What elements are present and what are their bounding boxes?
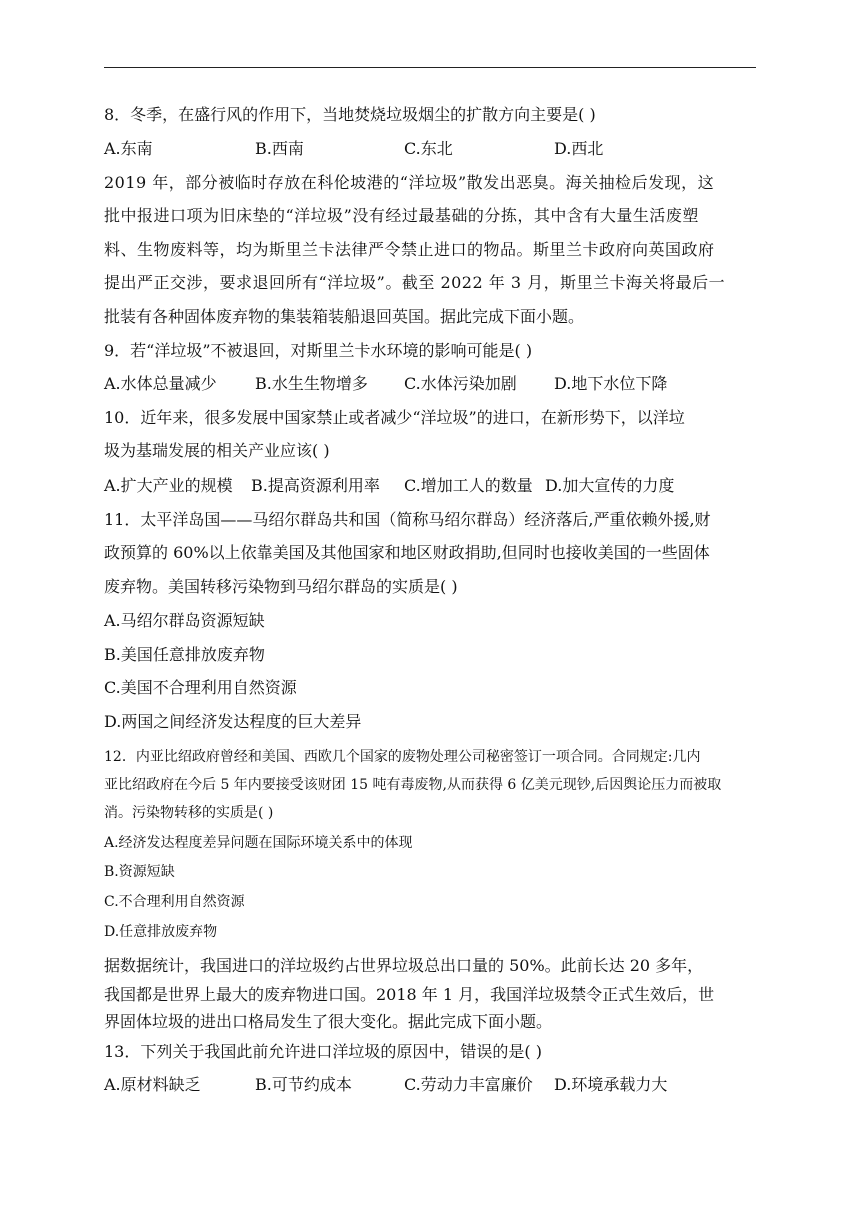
- q10-option-b: B.提高资源利用率: [251, 476, 380, 495]
- q10-option-a: A.扩大产业的规模: [104, 476, 233, 495]
- q11-option-d: D.两国之间经济发达程度的巨大差异: [104, 712, 362, 731]
- q9-option-c: C.水体污染加剧: [404, 374, 517, 393]
- q8-option-b: B.西南: [255, 139, 304, 158]
- q12-option-d: D.任意排放废弃物: [104, 924, 218, 940]
- q12-option-c: C.不合理利用自然资源: [104, 894, 245, 910]
- q11-stem-line-1: 11．太平洋岛国——马绍尔群岛共和国（简称马绍尔群岛）经济落后,严重依赖外援,财: [104, 510, 711, 529]
- q9-option-b: B.水生生物增多: [255, 374, 368, 393]
- header-rule: [104, 67, 756, 68]
- q8-option-d: D.西北: [554, 139, 604, 158]
- passage2-line-2: 我国都是世界上最大的废弃物进口国。2018 年 1 月，我国洋垃圾禁令正式生效后，世: [104, 985, 715, 1004]
- passage1-line-3: 料、生物废料等，均为斯里兰卡法律严令禁止进口的物品。斯里兰卡政府向英国政府: [104, 240, 715, 259]
- q12-option-a: A.经济发达程度差异问题在国际环境关系中的体现: [104, 835, 413, 851]
- passage1-line-2: 批中报进口项为旧床垫的“洋垃圾”没有经过最基础的分拣，其中含有大量生活废塑: [104, 206, 699, 225]
- q13-option-d: D.环境承载力大: [554, 1075, 668, 1094]
- passage2-line-3: 界固体垃圾的进出口格局发生了很大变化。据此完成下面小题。: [104, 1012, 553, 1031]
- q8-stem: 8．冬季，在盛行风的作用下，当地焚烧垃圾烟尘的扩散方向主要是( ): [104, 105, 596, 124]
- q13-option-c: C.劳动力丰富廉价: [404, 1075, 533, 1094]
- q12-stem-line-3: 消。污染物转移的实质是( ): [104, 805, 274, 821]
- passage2-line-1: 据数据统计，我国进口的洋垃圾约占世界垃圾总出口量的 50%。此前长达 20 多年，: [104, 956, 704, 975]
- q11-option-a: A.马绍尔群岛资源短缺: [104, 611, 265, 630]
- q9-stem: 9．若“洋垃圾”不被退回，对斯里兰卡水环境的影响可能是( ): [104, 341, 533, 360]
- passage1-line-4: 提出严正交涉，要求退回所有“洋垃圾”。截至 2022 年 3 月，斯里兰卡海关将最后一: [104, 273, 726, 292]
- q9-option-d: D.地下水位下降: [554, 374, 668, 393]
- q11-option-b: B.美国任意排放废弃物: [104, 645, 265, 664]
- q13-option-b: B.可节约成本: [255, 1075, 352, 1094]
- q12-stem-line-2: 亚比绍政府在今后 5 年内要接受该财团 15 吨有毒废物,从而获得 6 亿美元现钞,后因舆论压力而被取: [104, 777, 722, 793]
- q9-option-a: A.水体总量减少: [104, 374, 217, 393]
- q12-stem-line-1: 12．内亚比绍政府曾经和美国、西欧几个国家的废物处理公司秘密签订一项合同。合同规定:几内: [104, 749, 701, 765]
- q11-stem-line-2: 政预算的 60%以上依靠美国及其他国家和地区财政捐助,但同时也接收美国的一些固体: [104, 543, 710, 562]
- q13-option-a: A.原材料缺乏: [104, 1075, 201, 1094]
- passage1-line-1: 2019 年，部分被临时存放在科伦坡港的“洋垃圾”散发出恶臭。海关抽检后发现，这: [104, 173, 715, 192]
- q10-option-d: D.加大宣传的力度: [545, 476, 675, 495]
- q10-option-c: C.增加工人的数量: [404, 476, 533, 495]
- q8-option-a: A.东南: [104, 139, 153, 158]
- q11-stem-line-3: 废弃物。美国转移污染物到马绍尔群岛的实质是( ): [104, 577, 458, 596]
- q11-option-c: C.美国不合理利用自然资源: [104, 678, 297, 697]
- q8-option-c: C.东北: [404, 139, 453, 158]
- passage1-line-5: 批装有各种固体废弃物的集装箱装船退回英国。据此完成下面小题。: [104, 307, 585, 326]
- q12-option-b: B.资源短缺: [104, 864, 175, 880]
- q10-stem-line-1: 10．近年来，很多发展中国家禁止或者减少“洋垃圾”的进口，在新形势下，以洋垃: [104, 408, 685, 427]
- q13-stem: 13．下列关于我国此前允许进口洋垃圾的原因中，错误的是( ): [104, 1042, 542, 1061]
- q10-stem-line-2: 圾为基瑞发展的相关产业应该( ): [104, 441, 330, 460]
